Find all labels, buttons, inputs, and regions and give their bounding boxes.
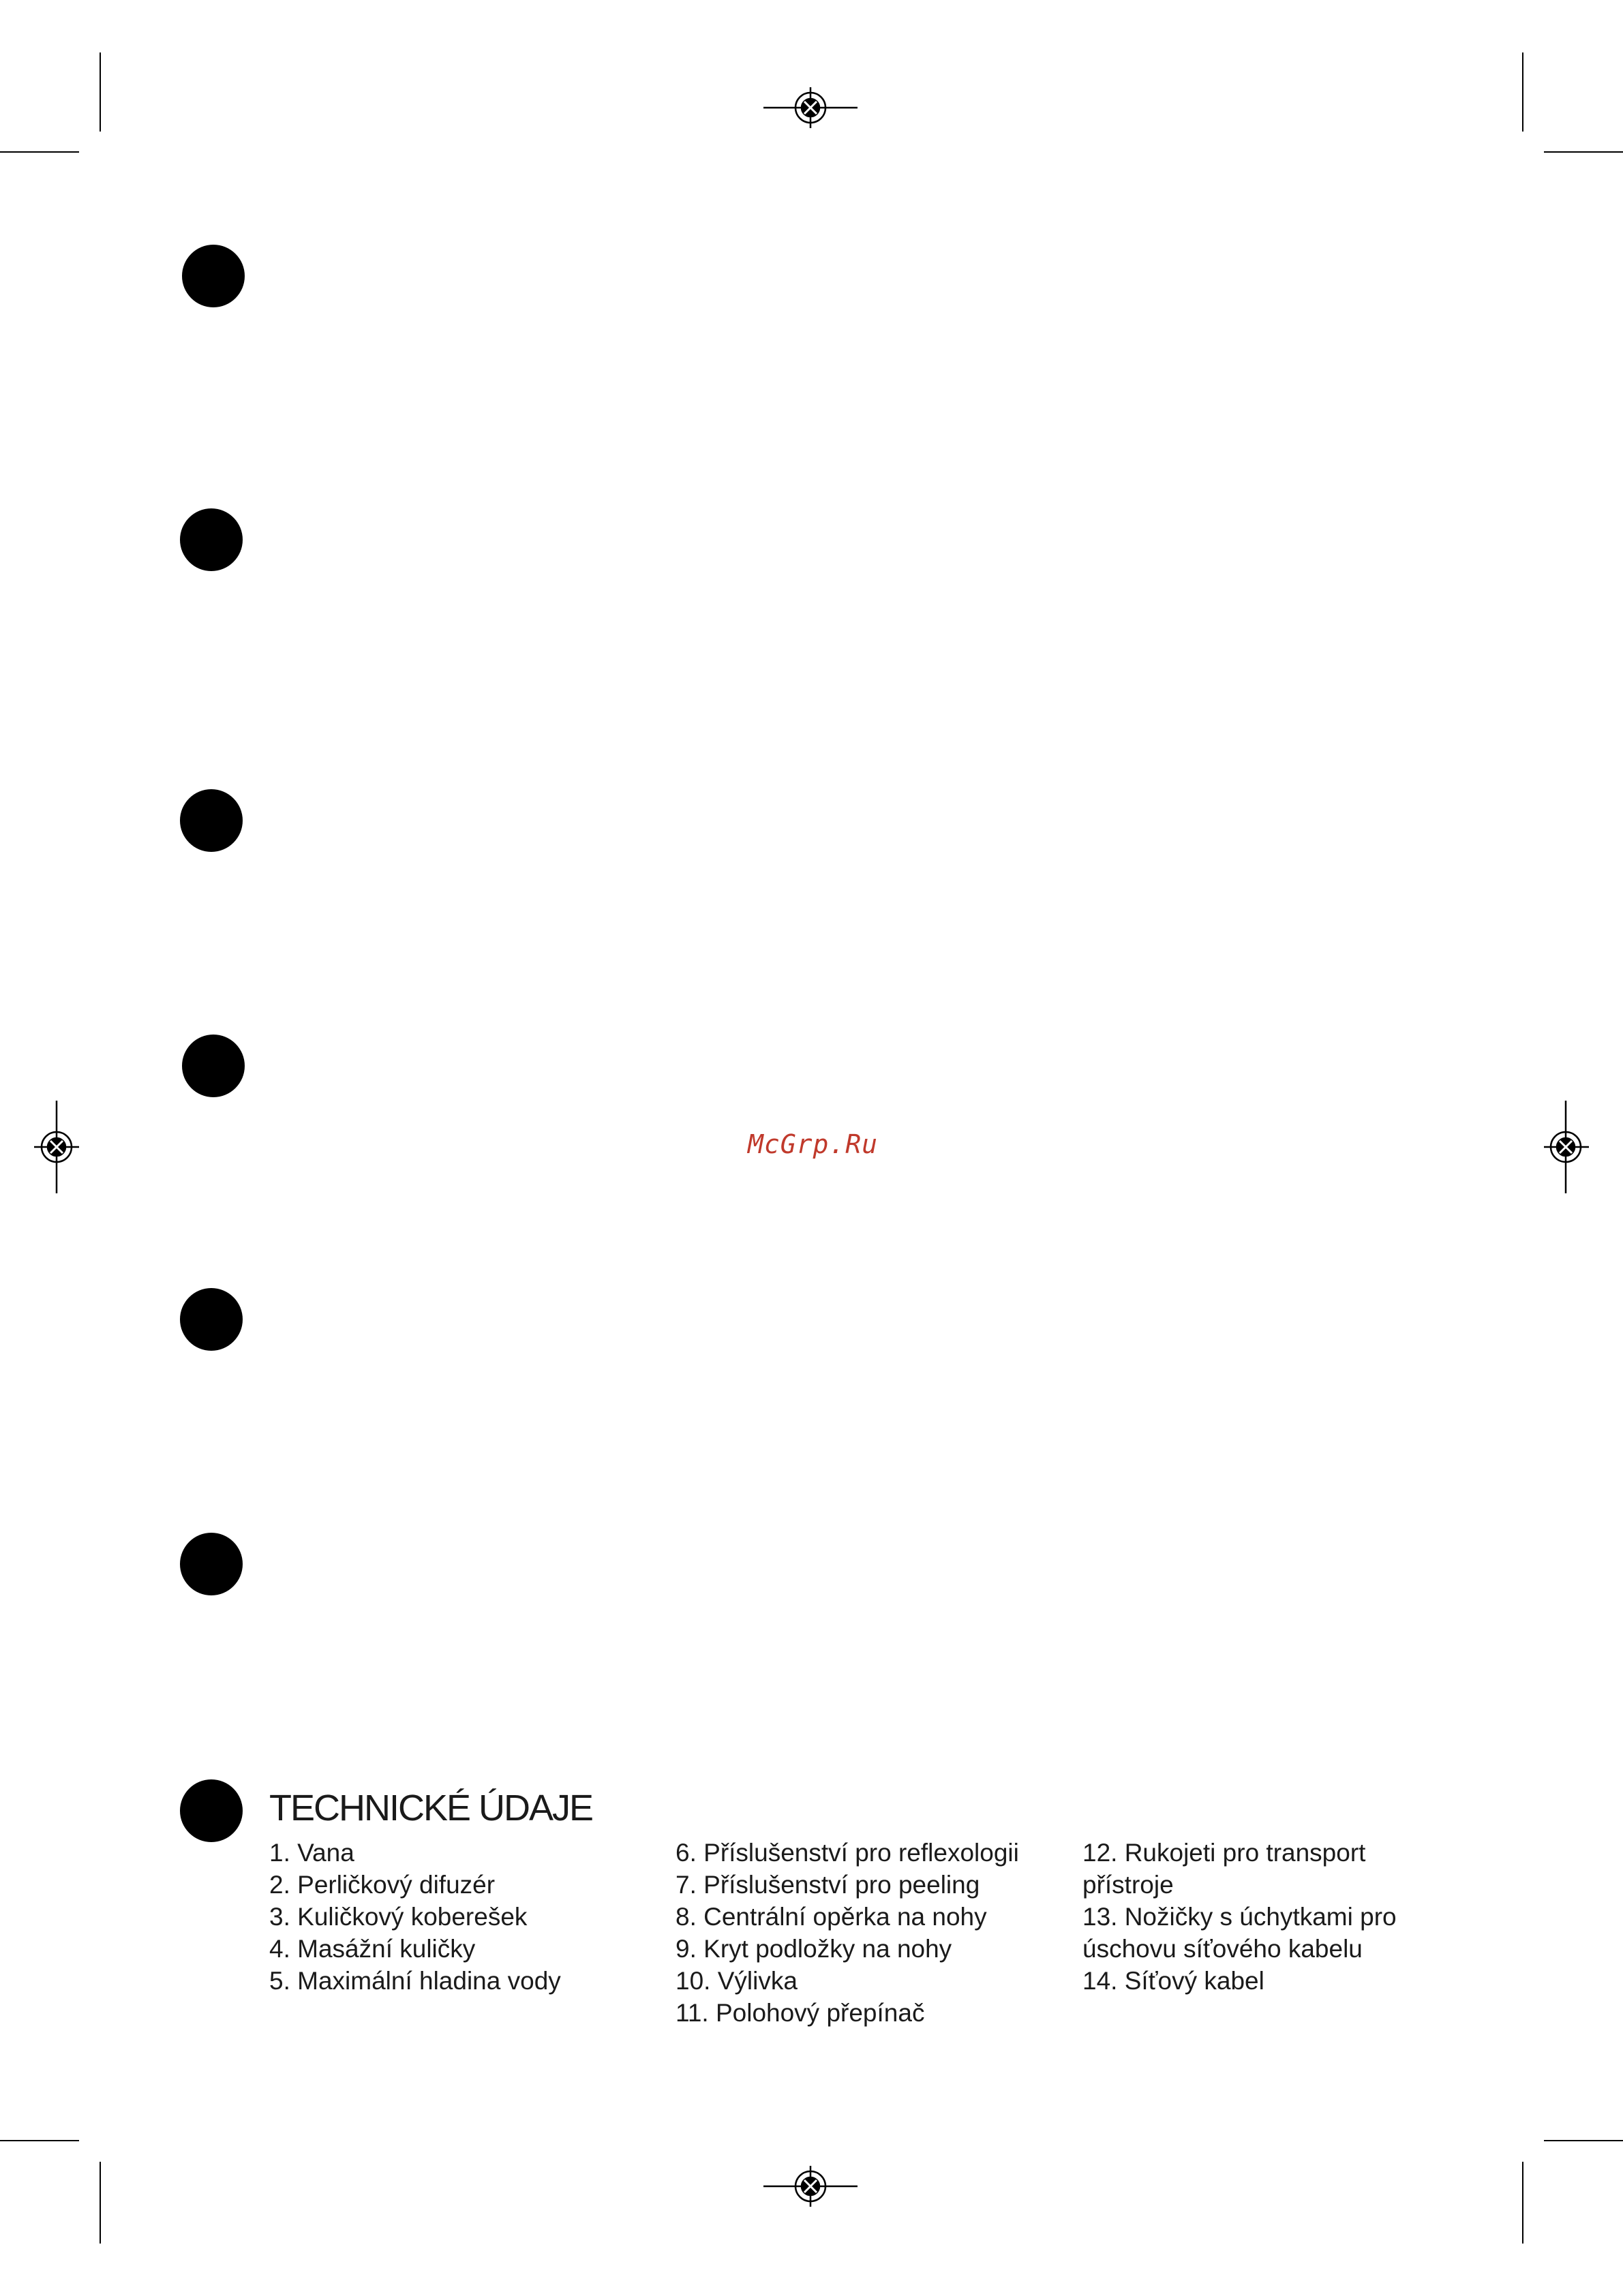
- watermark-text: McGrp.Ru: [748, 1129, 879, 1159]
- parts-list-item: 8. Centrální opěrka na nohy: [676, 1903, 987, 1931]
- registration-mark-bottom: [763, 2166, 858, 2207]
- section-bullet-3: [180, 789, 243, 852]
- parts-list-column-2: [676, 1837, 1019, 2029]
- parts-list-item: 6. Příslušenství pro reflexologii: [676, 1839, 1019, 1867]
- registration-mark-right: [1544, 1101, 1589, 1193]
- section-bullet-1: [182, 245, 245, 307]
- parts-list-item: 5. Maximální hladina vody: [269, 1967, 561, 1995]
- registration-mark-left: [34, 1101, 79, 1193]
- parts-list-column-3: [1082, 1837, 1397, 1997]
- section-bullet-7: [180, 1779, 243, 1842]
- parts-list-item: 1. Vana: [269, 1839, 354, 1867]
- parts-list-item: 11. Polohový přepínač: [676, 1999, 925, 2027]
- parts-list-item: 2. Perličkový difuzér: [269, 1871, 496, 1899]
- parts-list-item: 4. Masážní kuličky: [269, 1935, 476, 1963]
- parts-list-item: 12. Rukojeti pro transport: [1082, 1839, 1366, 1867]
- registration-mark-top: [763, 87, 858, 128]
- parts-list-column-1: [269, 1837, 561, 1997]
- parts-list-item: 9. Kryt podložky na nohy: [676, 1935, 952, 1963]
- parts-list-item: 14. Síťový kabel: [1082, 1967, 1264, 1995]
- section-bullet-2: [180, 508, 243, 571]
- parts-list-item: 10. Výlivka: [676, 1967, 798, 1995]
- parts-list-item: 3. Kuličkový koberešek: [269, 1903, 528, 1931]
- parts-list-item-continuation: úschovu síťového kabelu: [1082, 1935, 1363, 1963]
- parts-list-item-continuation: přístroje: [1082, 1871, 1174, 1899]
- parts-list-item: 7. Příslušenství pro peeling: [676, 1871, 980, 1899]
- section-bullet-6: [180, 1533, 243, 1595]
- parts-list-item: 13. Nožičky s úchytkami pro: [1082, 1903, 1397, 1931]
- section-title: TECHNICKÉ ÚDAJE: [269, 1788, 593, 1828]
- section-bullet-5: [180, 1288, 243, 1351]
- section-bullet-4: [182, 1035, 245, 1097]
